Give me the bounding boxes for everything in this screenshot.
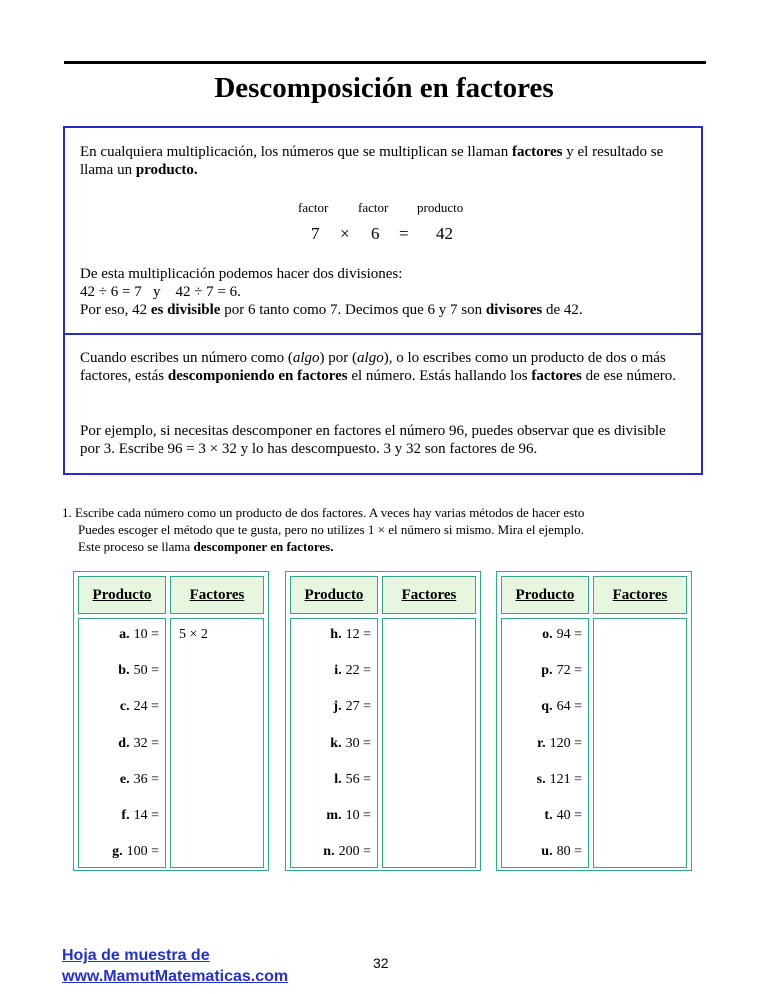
explanation-text: el número. Estás hallando los — [347, 368, 532, 384]
term-algo: algo — [357, 350, 384, 366]
footer-website-link[interactable] — [62, 945, 288, 987]
equation-equals: = — [399, 224, 409, 243]
problem-expression: 12 = — [345, 627, 371, 642]
problem-expression: 72 = — [556, 663, 582, 678]
term-producto: producto. — [135, 162, 198, 178]
divisible-text: Por eso, 42 — [80, 302, 151, 318]
problem-row — [118, 736, 159, 752]
intro-text: y el resultado se llama un — [80, 144, 664, 178]
problem-letter: u. — [541, 844, 553, 859]
problem-row — [334, 772, 371, 788]
label-factor-1: factor — [298, 200, 329, 215]
term-es-divisible: es divisible — [150, 302, 221, 318]
explanation-text: de ese número. — [581, 368, 676, 384]
problem-letter: q. — [541, 699, 553, 714]
division-paragraph — [80, 265, 687, 319]
explanation-text: ) por ( — [319, 350, 358, 366]
problem-expression: 94 = — [556, 627, 582, 642]
problem-row — [544, 808, 582, 824]
equation-factor-1: 7 — [311, 224, 320, 243]
intro-text: En cualquiera multiplicación, los números que se multiplican se llaman — [80, 144, 512, 160]
problem-expression: 32 = — [133, 736, 159, 751]
instruction-line-2: Puedes escoger el método que te gusta, pero no utilizes 1 × el número si mismo. Mira el ejemplo. — [78, 522, 584, 537]
instruction-text: Este proceso se llama — [78, 539, 194, 554]
problem-row — [541, 844, 582, 860]
problem-letter: a. — [119, 627, 130, 642]
factor-table-1 — [73, 571, 269, 871]
header-factores: Factores — [170, 576, 264, 614]
label-producto: producto — [417, 200, 464, 215]
problem-letter: b. — [118, 663, 130, 678]
explanation-paragraph-1 — [80, 349, 687, 385]
header-producto: Producto — [501, 576, 589, 614]
problem-expression: 14 = — [133, 808, 159, 823]
problem-letter: s. — [536, 772, 546, 787]
problem-letter: g. — [112, 844, 123, 859]
header-factores: Factores — [593, 576, 687, 614]
problem-row — [537, 772, 582, 788]
problem-expression: 50 = — [133, 663, 159, 678]
problem-letter: n. — [323, 844, 335, 859]
problem-expression: 64 = — [556, 699, 582, 714]
problem-row — [333, 699, 371, 715]
equation-product: 42 — [436, 224, 453, 243]
problem-row — [326, 808, 371, 824]
footer-link-line-2[interactable]: www.MamutMatematicas.com — [62, 968, 289, 985]
factor-table-2 — [285, 571, 481, 871]
problem-row — [112, 844, 159, 860]
problem-letter: o. — [542, 627, 553, 642]
term-descomponiendo: descomponiendo en factores — [167, 368, 348, 384]
problem-row — [121, 808, 159, 824]
equation-times: × — [340, 224, 350, 243]
term-factores: factores — [511, 144, 563, 160]
explanation-text: Cuando escribes un número como ( — [80, 350, 293, 366]
factores-column[interactable] — [170, 618, 264, 868]
problem-row — [120, 699, 159, 715]
problem-letter: p. — [541, 663, 553, 678]
problem-row — [541, 699, 582, 715]
exercise-instructions — [62, 504, 584, 555]
division-intro: De esta multiplicación podemos hacer dos divisiones: — [80, 266, 403, 282]
problem-expression: 120 = — [549, 736, 582, 751]
problem-expression: 30 = — [345, 736, 371, 751]
producto-column — [78, 618, 166, 868]
problem-row — [119, 627, 159, 643]
factor-table-3 — [496, 571, 692, 871]
problem-row — [120, 772, 159, 788]
footer-link-line-1[interactable]: Hoja de muestra de — [62, 947, 210, 964]
problem-row — [541, 663, 582, 679]
producto-column — [290, 618, 378, 868]
explanation-text: ), o lo escribes como un producto de dos o más factores, estás — [80, 350, 666, 384]
divisible-sentence — [80, 301, 687, 319]
term-factores: factores — [531, 368, 582, 384]
label-factor-2: factor — [358, 200, 389, 215]
explanation-box — [63, 333, 703, 475]
intro-box — [63, 126, 703, 334]
problem-expression: 200 = — [338, 844, 371, 859]
problem-row — [330, 627, 371, 643]
header-producto: Producto — [290, 576, 378, 614]
problem-expression: 10 = — [345, 808, 371, 823]
problem-row — [118, 663, 159, 679]
producto-column — [501, 618, 589, 868]
problem-expression: 100 = — [126, 844, 159, 859]
problem-expression: 24 = — [133, 699, 159, 714]
factores-column[interactable] — [593, 618, 687, 868]
problem-letter: k. — [330, 736, 342, 751]
problem-expression: 40 = — [556, 808, 582, 823]
problem-expression: 10 = — [133, 627, 159, 642]
answer-field[interactable]: 5 × 2 — [179, 627, 208, 642]
problem-row — [334, 663, 371, 679]
problem-letter: d. — [118, 736, 130, 751]
problem-expression: 22 = — [345, 663, 371, 678]
problem-letter: c. — [119, 699, 130, 714]
instruction-line-1: 1. Escribe cada número como un producto de dos factores. A veces hay varias métodos de hacer esto — [62, 505, 585, 520]
page-title: Descomposición en factores — [214, 72, 554, 104]
header-producto: Producto — [78, 576, 166, 614]
page-number: 32 — [373, 955, 389, 971]
problem-row — [330, 736, 371, 752]
problem-row — [542, 627, 582, 643]
problem-letter: m. — [326, 808, 342, 823]
equation-factor-2: 6 — [371, 224, 380, 243]
problem-letter: e. — [119, 772, 130, 787]
division-equations: 42 ÷ 6 = 7 y 42 ÷ 7 = 6. — [80, 284, 241, 300]
term-algo: algo — [292, 350, 320, 366]
problem-expression: 80 = — [556, 844, 582, 859]
problem-row — [323, 844, 371, 860]
intro-paragraph — [80, 143, 687, 179]
divisible-text: por 6 tanto como 7. Decimos que 6 y 7 son — [220, 302, 486, 318]
problem-expression: 36 = — [133, 772, 159, 787]
factores-column[interactable] — [382, 618, 476, 868]
divisible-text: de 42. — [542, 302, 583, 318]
problem-letter: t. — [544, 808, 553, 823]
problem-letter: j. — [333, 699, 342, 714]
problem-expression: 56 = — [345, 772, 371, 787]
problem-letter: f. — [121, 808, 130, 823]
problem-letter: r. — [537, 736, 546, 751]
explanation-paragraph-2: Por ejemplo, si necesitas descomponer en factores el número 96, puedes observar que es divisible por 3. Escribe 96 = 3 × 32 y lo has descompuesto. 3 y 32 son factores de 96. — [80, 423, 666, 457]
term-divisores: divisores — [485, 302, 543, 318]
problem-letter: h. — [330, 627, 342, 642]
top-rule — [64, 61, 706, 64]
problem-row — [537, 736, 582, 752]
header-factores: Factores — [382, 576, 476, 614]
problem-letter: l. — [334, 772, 342, 787]
problem-letter: i. — [334, 663, 342, 678]
term-descomponer: descomponer en factores. — [193, 539, 334, 554]
instruction-line-3 — [62, 538, 584, 555]
problem-expression: 121 = — [549, 772, 582, 787]
problem-expression: 27 = — [345, 699, 371, 714]
